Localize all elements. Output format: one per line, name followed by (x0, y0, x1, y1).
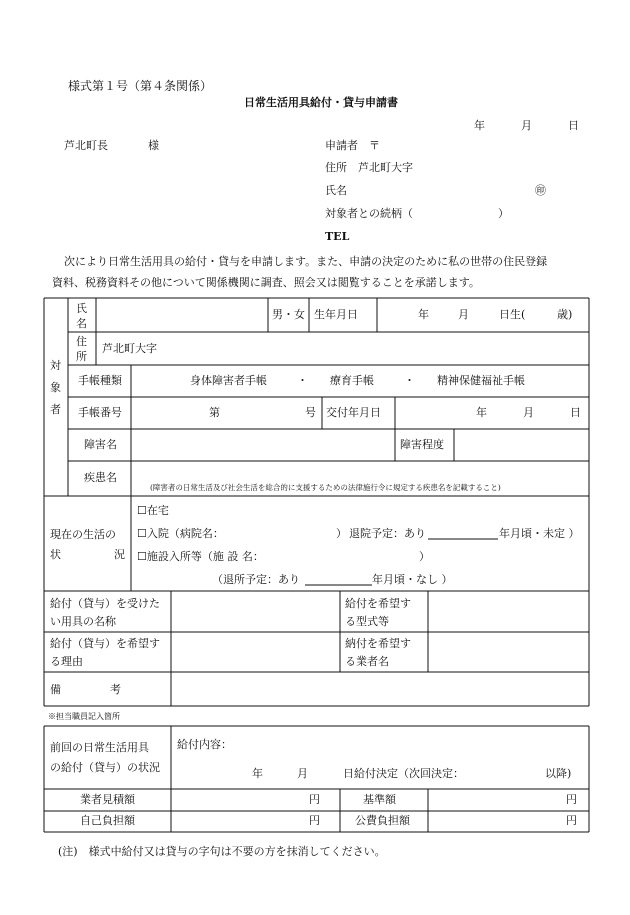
self-pay-yen: 円 (309, 814, 320, 827)
living-facility-close: ） (419, 550, 430, 563)
disease-note: (障害者の日常生活及び社会生活を総合的に支援するための法律施行令に規定する疾患名を記載すること) (150, 483, 501, 492)
form-number: 様式第１号（第４条関係） (68, 79, 213, 93)
disease-label: 疾患名 (84, 471, 117, 484)
applicant-name: 氏名 (325, 184, 347, 197)
birth-label: 生年月日 (314, 308, 358, 321)
address-value: 芦北町大字 (102, 342, 157, 355)
relation-close: ） (498, 207, 509, 220)
prev-status-label-2: の給付（貸与）の状況 (50, 761, 160, 774)
vendor-label-2: る業者名 (345, 655, 389, 668)
sex-choice: 男・女 (272, 308, 305, 321)
applicant-label: 申請者 〒 (325, 139, 380, 152)
birth-day: 日生( (499, 308, 526, 321)
living-facility-option: ☐施設入所等（施 設 名： (137, 550, 264, 563)
living-leave: （退所予定：あり (212, 573, 300, 586)
disability-label: 障害名 (84, 438, 117, 451)
date-year: 年 (474, 119, 485, 132)
decision-label: 日給付決定（次回決定： (343, 767, 464, 780)
intro-line-1: 次により日常生活用具の給付・貸与を申請します。また、申請の決定のために私の世帯の住民登録 (64, 255, 548, 268)
standard-yen: 円 (566, 793, 577, 806)
decision-tail: 以降) (545, 767, 572, 780)
received-item-label-2: い用具の名称 (50, 615, 116, 628)
subject-side-label-1: 対 (50, 359, 61, 372)
intro-line-2: 資料、税務資料その他について関係機関に調査、照会又は閲覧することを承諾します。 (52, 276, 480, 289)
received-item-label-1: 給付（貸与）を受けた (50, 597, 160, 610)
living-label-1: 現在の生活の (50, 528, 116, 541)
addressee-honorific: 様 (148, 139, 159, 152)
name-label-2: 名 (76, 317, 87, 330)
living-discharge: 退院予定：あり (349, 527, 426, 540)
living-home-option: ☐在宅 (137, 504, 169, 517)
page-title: 日常生活用具給付・貸与申請書 (244, 96, 398, 109)
disability-degree-label: 障害程度 (400, 438, 444, 451)
date-month: 月 (521, 119, 532, 132)
issue-year: 年 (476, 406, 487, 419)
prev-month: 月 (297, 767, 308, 780)
notebook-type-mental: 精神保健福祉手帳 (437, 374, 525, 387)
issue-day: 日 (570, 406, 581, 419)
relation-label: 対象者との続柄（ (325, 207, 413, 220)
notebook-no-dai: 第 (209, 406, 220, 419)
footnote: (注) 様式中給付又は貸与の字句は不要の方を抹消してください。 (58, 845, 386, 858)
notebook-type-ryoiku: 療育手帳 (330, 374, 374, 387)
notebook-type-label: 手帳種類 (78, 374, 122, 387)
public-pay-label: 公費負担額 (355, 814, 410, 827)
living-discharge-tail: 年月頃・未定 ） (499, 527, 580, 540)
notebook-type-physical: 身体障害者手帳 (190, 374, 267, 387)
public-pay-yen: 円 (566, 814, 577, 827)
addressee-office: 芦北町長 (64, 139, 108, 152)
standard-label: 基準額 (363, 793, 396, 806)
subject-side-label-2: 象 (50, 381, 61, 394)
vendor-label-1: 納付を希望す (345, 637, 411, 650)
estimate-yen: 円 (309, 793, 320, 806)
living-hospital-option: ☐入院（病院名： (137, 527, 224, 540)
desired-model-label-2: る型式等 (345, 615, 389, 628)
notebook-type-sep-1: ・ (297, 374, 308, 387)
prev-status-label-1: 前回の日常生活用具 (50, 741, 149, 754)
tel-label: TEL (325, 230, 350, 243)
issue-date-label: 交付年月日 (326, 406, 381, 419)
prev-year: 年 (252, 767, 263, 780)
name-label-1: 氏 (76, 302, 87, 315)
seal-mark: ㊞ (535, 184, 546, 197)
reason-label-1: 給付（貸与）を希望す (50, 637, 160, 650)
remarks-label-b: 考 (110, 683, 121, 696)
staff-note: ※担当職員記入箇所 (48, 712, 120, 721)
living-label-2a: 状 (50, 548, 61, 561)
issue-month: 月 (523, 406, 534, 419)
desired-model-label-1: 給付を希望す (345, 597, 411, 610)
address-label-1: 住 (76, 335, 87, 348)
birth-year: 年 (418, 308, 429, 321)
applicant-address: 住所 芦北町大字 (325, 161, 413, 174)
date-day: 日 (568, 119, 579, 132)
living-hospital-close: ） (336, 527, 347, 540)
birth-month: 月 (458, 308, 469, 321)
self-pay-label: 自己負担額 (80, 814, 135, 827)
subject-side-label-3: 者 (50, 403, 61, 416)
estimate-label: 業者見積額 (80, 793, 135, 806)
age-label: 歳) (557, 308, 573, 321)
reason-label-2: る理由 (50, 655, 83, 668)
notebook-no-label: 手帳番号 (78, 406, 122, 419)
notebook-type-sep-2: ・ (404, 374, 415, 387)
address-label-2: 所 (76, 350, 87, 363)
living-leave-tail: 年月頃・なし ） (372, 573, 453, 586)
living-label-2b: 況 (114, 548, 125, 561)
notebook-no-go: 号 (305, 406, 316, 419)
content-label: 給付内容： (177, 738, 232, 751)
remarks-label-a: 備 (50, 683, 61, 696)
